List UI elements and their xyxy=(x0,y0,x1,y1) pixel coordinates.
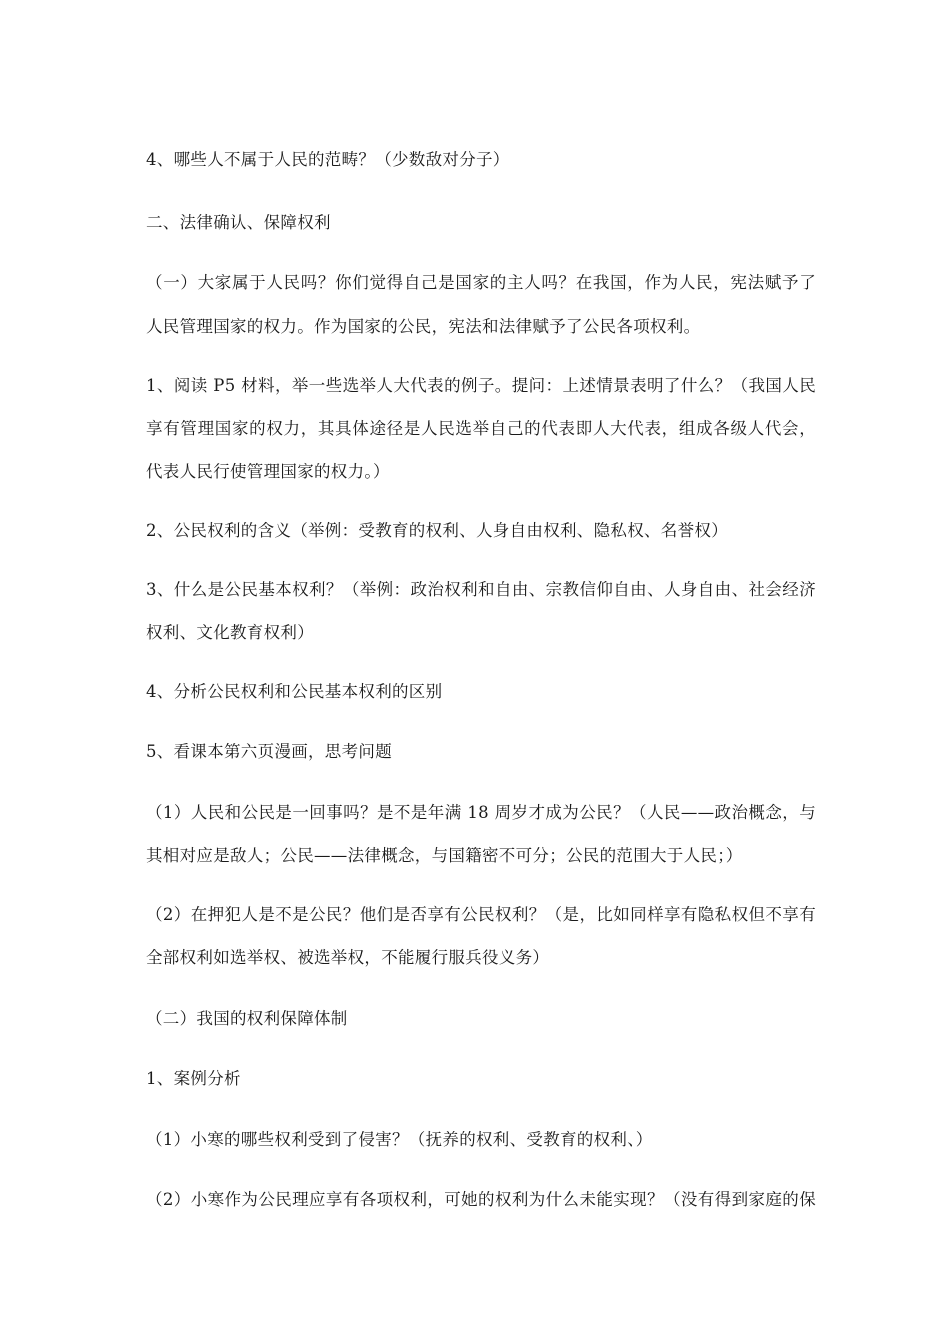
text-line: （2）小寒作为公民理应享有各项权利，可她的权利为什么未能实现？（没有得到家庭的保 xyxy=(146,1190,816,1209)
text-line: 1、阅读 P5 材料，举一些选举人大代表的例子。提问：上述情景表明了什么？（我国人民 xyxy=(146,376,816,395)
text-line: 享有管理国家的权力，其具体途径是人民选举自己的代表即人大代表，组成各级人代会， xyxy=(146,419,816,438)
text-line: （一）大家属于人民吗？你们觉得自己是国家的主人吗？在我国，作为人民，宪法赋予了 xyxy=(146,273,816,292)
section-heading: 二、法律确认、保障权利 xyxy=(146,213,331,232)
text-line: 2、公民权利的含义（举例：受教育的权利、人身自由权利、隐私权、名誉权） xyxy=(146,521,728,540)
text-line: 人民管理国家的权力。作为国家的公民，宪法和法律赋予了公民各项权利。 xyxy=(146,317,701,336)
section-heading: （二）我国的权利保障体制 xyxy=(146,1009,348,1028)
text-line: （1）小寒的哪些权利受到了侵害？（抚养的权利、受教育的权利、） xyxy=(146,1130,653,1149)
text-line: 3、什么是公民基本权利？（举例：政治权利和自由、宗教信仰自由、人身自由、社会经济 xyxy=(146,580,816,599)
text-line: （1）人民和公民是一回事吗？是不是年满 18 周岁才成为公民？（人民——政治概念，与 xyxy=(146,803,816,822)
text-line: 4、哪些人不属于人民的范畴？（少数敌对分子） xyxy=(146,150,510,169)
text-line: 4、分析公民权利和公民基本权利的区别 xyxy=(146,682,443,701)
text-line: 其相对应是敌人；公民——法律概念，与国籍密不可分；公民的范围大于人民；） xyxy=(146,846,743,865)
text-line: 全部权利如选举权、被选举权，不能履行服兵役义务） xyxy=(146,948,550,967)
text-line: 代表人民行使管理国家的权力。） xyxy=(146,462,390,481)
text-line: 权利、文化教育权利） xyxy=(146,623,314,642)
text-line: 5、看课本第六页漫画，思考问题 xyxy=(146,742,392,761)
text-line: （2）在押犯人是不是公民？他们是否享有公民权利？（是，比如同样享有隐私权但不享有 xyxy=(146,905,816,924)
text-line: 1、案例分析 xyxy=(146,1069,241,1088)
